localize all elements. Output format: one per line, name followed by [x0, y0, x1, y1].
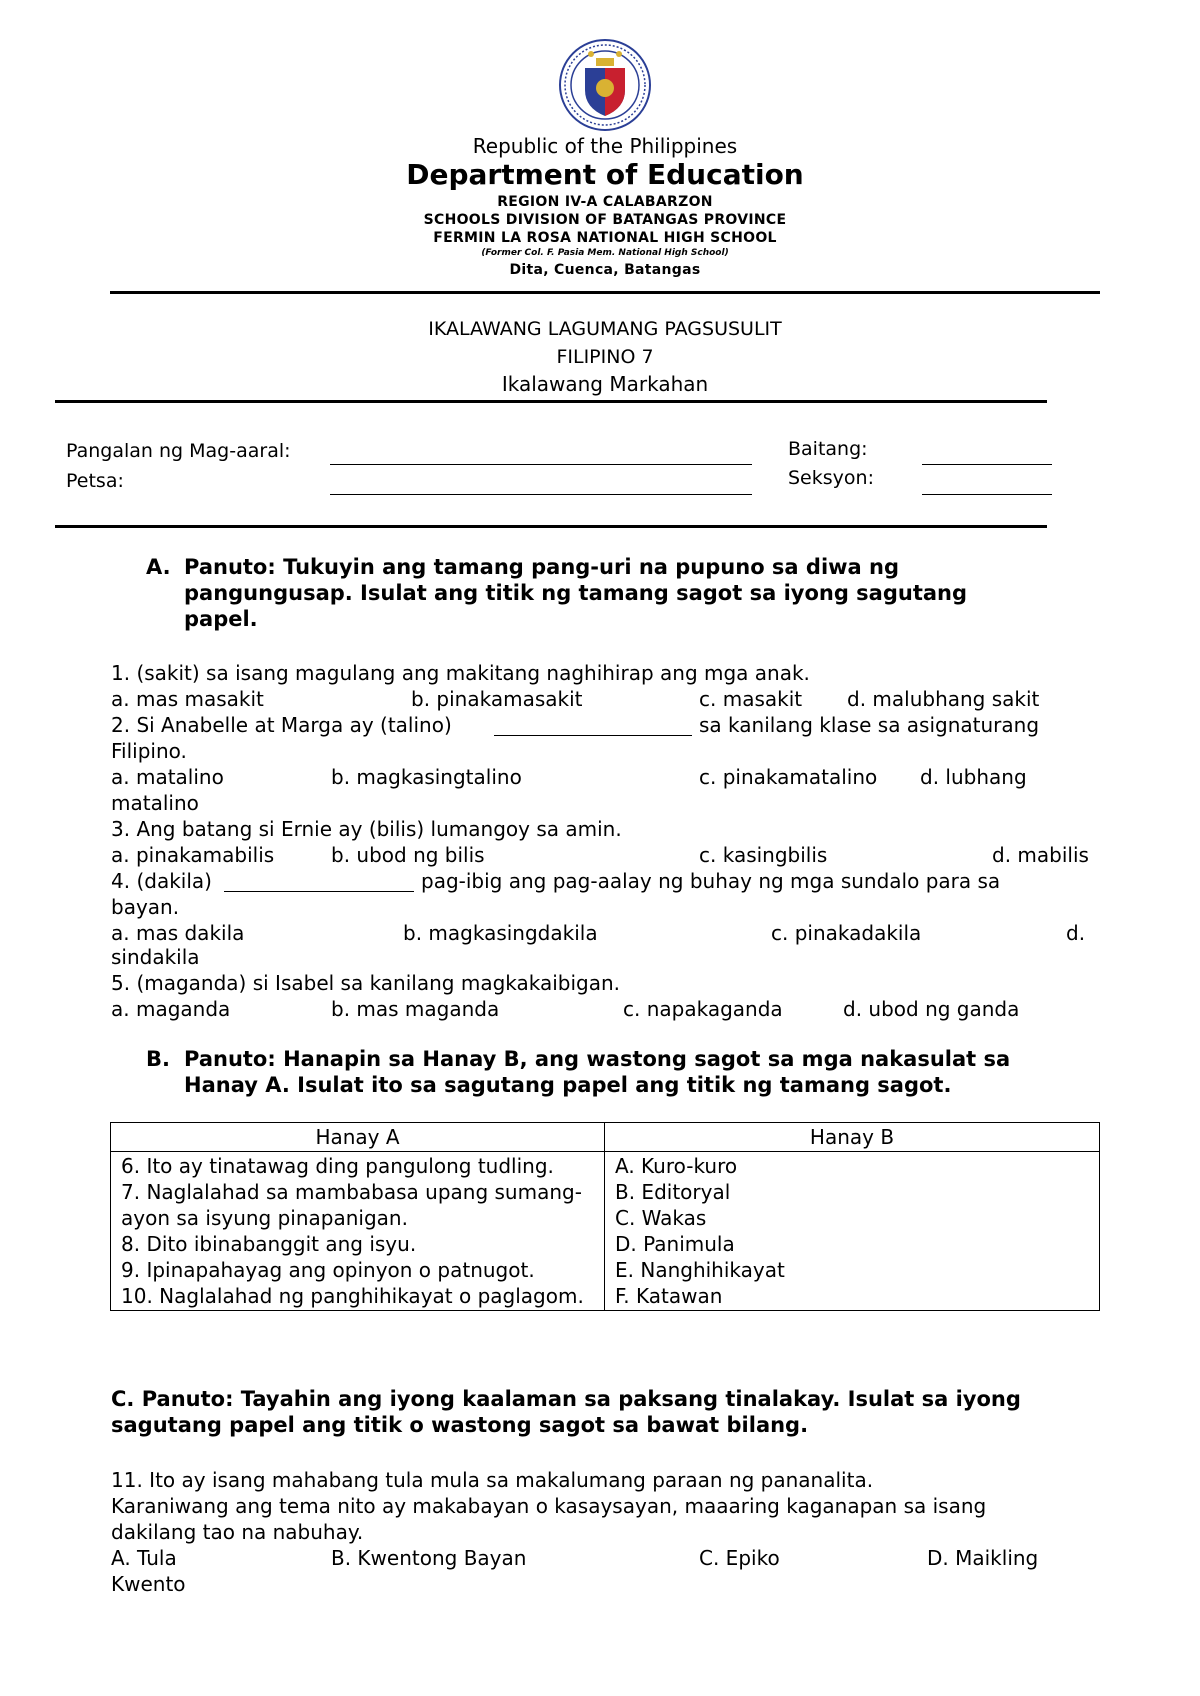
q4-choice-d-cont: sindakila: [111, 945, 200, 969]
former-name-note: (Former Col. F. Pasia Mem. National High School): [481, 248, 729, 258]
list-item: B. Editoryal: [615, 1180, 731, 1204]
q11-choice-a: A. Tula: [111, 1546, 177, 1570]
q2-blank: [494, 735, 692, 736]
section-label: Seksyon:: [788, 467, 874, 489]
question-4-cont: bayan.: [111, 895, 180, 919]
section-field[interactable]: [922, 494, 1052, 495]
grade-label: Baitang:: [788, 438, 868, 460]
name-label: Pangalan ng Mag-aaral:: [66, 440, 291, 462]
section-c-instruction: C. Panuto: Tayahin ang iyong kaalaman sa paksang tinalakay. Isulat sa iyong: [111, 1387, 1021, 1411]
column-b-items: [605, 1152, 1100, 1311]
q2-choice-b: b. magkasingtalino: [331, 765, 522, 789]
q3-choice-b: b. ubod ng bilis: [331, 843, 485, 867]
header-divider: [110, 291, 1100, 294]
q5-choice-b: b. mas maganda: [331, 997, 500, 1021]
section-b-instruction: Panuto: Hanapin sa Hanay B, ang wastong sagot sa mga nakasulat sa: [184, 1047, 1011, 1071]
q11-choice-d-cont: Kwento: [111, 1572, 186, 1596]
matching-table: [110, 1122, 1100, 1311]
q4-choice-d: d.: [1066, 921, 1086, 945]
list-item: 7. Naglalahad sa mambabasa upang sumang-ayon sa isyung pinapanigan.: [121, 1180, 582, 1230]
question-11-cont: Karaniwang ang tema nito ay makabayan o kasaysayan, maaaring kaganapan sa isang: [111, 1494, 987, 1518]
q1-choice-c: c. masakit: [699, 687, 803, 711]
section-b-instruction: Hanay A. Isulat ito sa sagutang papel ang titik ng tamang sagot.: [184, 1073, 952, 1097]
question-11-cont: dakilang tao na nabuhay.: [111, 1520, 364, 1544]
region-heading: REGION IV-A CALABARZON: [497, 194, 713, 210]
list-item: 8. Dito ibinabanggit ang isyu.: [121, 1232, 417, 1256]
column-a-header: Hanay A: [111, 1123, 605, 1152]
question-2-cont: Filipino.: [111, 739, 187, 763]
list-item: E. Nanghihikayat: [615, 1258, 785, 1282]
q2-choice-a: a. matalino: [111, 765, 224, 789]
question-5: 5. (maganda) si Isabel sa kanilang magkakaibigan.: [111, 971, 621, 995]
q5-choice-d: d. ubod ng ganda: [843, 997, 1020, 1021]
question-3: 3. Ang batang si Ernie ay (bilis) lumangoy sa amin.: [111, 817, 622, 841]
section-a-instruction: papel.: [184, 607, 258, 631]
list-item: C. Wakas: [615, 1206, 707, 1230]
question-4-cont: pag-ibig ang pag-aalay ng buhay ng mga sundalo para sa: [421, 869, 1001, 893]
department-heading: Department of Education: [406, 158, 804, 191]
q1-choice-a: a. mas masakit: [111, 687, 264, 711]
date-label: Petsa:: [66, 470, 124, 492]
q3-choice-d: d. mabilis: [992, 843, 1089, 867]
q2-choice-d: d. lubhang: [920, 765, 1027, 789]
school-heading: FERMIN LA ROSA NATIONAL HIGH SCHOOL: [433, 230, 777, 246]
column-a-items: [111, 1152, 605, 1311]
section-a-instruction: Panuto: Tukuyin ang tamang pang-uri na pupuno sa diwa ng: [184, 555, 900, 579]
grade-field[interactable]: [922, 464, 1052, 465]
list-item: 9. Ipinapahayag ang opinyon o patnugot.: [121, 1258, 535, 1282]
address-heading: Dita, Cuenca, Batangas: [509, 262, 701, 278]
q5-choice-a: a. maganda: [111, 997, 231, 1021]
list-item: D. Panimula: [615, 1232, 735, 1256]
division-heading: SCHOOLS DIVISION OF BATANGAS PROVINCE: [423, 212, 787, 228]
title-divider: [55, 400, 1047, 403]
section-a-marker: A.: [146, 555, 171, 579]
q4-blank: [224, 891, 414, 892]
q2-choice-c: c. pinakamatalino: [699, 765, 878, 789]
q1-choice-b: b. pinakamasakit: [411, 687, 583, 711]
q4-choice-a: a. mas dakila: [111, 921, 245, 945]
section-c-instruction: sagutang papel ang titik o wastong sagot sa bawat bilang.: [111, 1413, 809, 1437]
question-2-cont: sa kanilang klase sa asignaturang: [699, 713, 1040, 737]
exam-title: IKALAWANG LAGUMANG PAGSUSULIT: [428, 318, 782, 340]
list-item: A. Kuro-kuro: [615, 1154, 738, 1178]
question-1: 1. (sakit) sa isang magulang ang makitang naghihirap ang mga anak.: [111, 661, 810, 685]
q3-choice-c: c. kasingbilis: [699, 843, 828, 867]
q11-choice-c: C. Epiko: [699, 1546, 780, 1570]
deped-seal-icon: [558, 38, 652, 132]
column-b-header: Hanay B: [605, 1123, 1100, 1152]
list-item: F. Katawan: [615, 1284, 723, 1308]
q4-choice-c: c. pinakadakila: [771, 921, 922, 945]
q11-choice-b: B. Kwentong Bayan: [331, 1546, 527, 1570]
q2-choice-d-cont: matalino: [111, 791, 199, 815]
exam-quarter: Ikalawang Markahan: [501, 372, 709, 396]
q1-choice-d: d. malubhang sakit: [847, 687, 1040, 711]
q4-choice-b: b. magkasingdakila: [403, 921, 598, 945]
exam-subject: FILIPINO 7: [556, 346, 654, 368]
section-a-instruction: pangungusap. Isulat ang titik ng tamang sagot sa iyong sagutang: [184, 581, 968, 605]
q5-choice-c: c. napakaganda: [623, 997, 783, 1021]
list-item: 6. Ito ay tinatawag ding pangulong tudling.: [121, 1154, 554, 1178]
name-field[interactable]: [330, 464, 752, 465]
question-4: 4. (dakila): [111, 869, 212, 893]
q3-choice-a: a. pinakamabilis: [111, 843, 275, 867]
date-field[interactable]: [330, 494, 752, 495]
question-11: 11. Ito ay isang mahabang tula mula sa makalumang paraan ng pananalita.: [111, 1468, 874, 1492]
form-divider: [55, 525, 1047, 528]
section-b-marker: B.: [146, 1047, 170, 1071]
republic-heading: Republic of the Philippines: [472, 134, 738, 158]
list-item: 10. Naglalahad ng panghihikayat o paglagom.: [121, 1284, 584, 1308]
question-2: 2. Si Anabelle at Marga ay (talino): [111, 713, 452, 737]
q11-choice-d: D. Maikling: [927, 1546, 1039, 1570]
